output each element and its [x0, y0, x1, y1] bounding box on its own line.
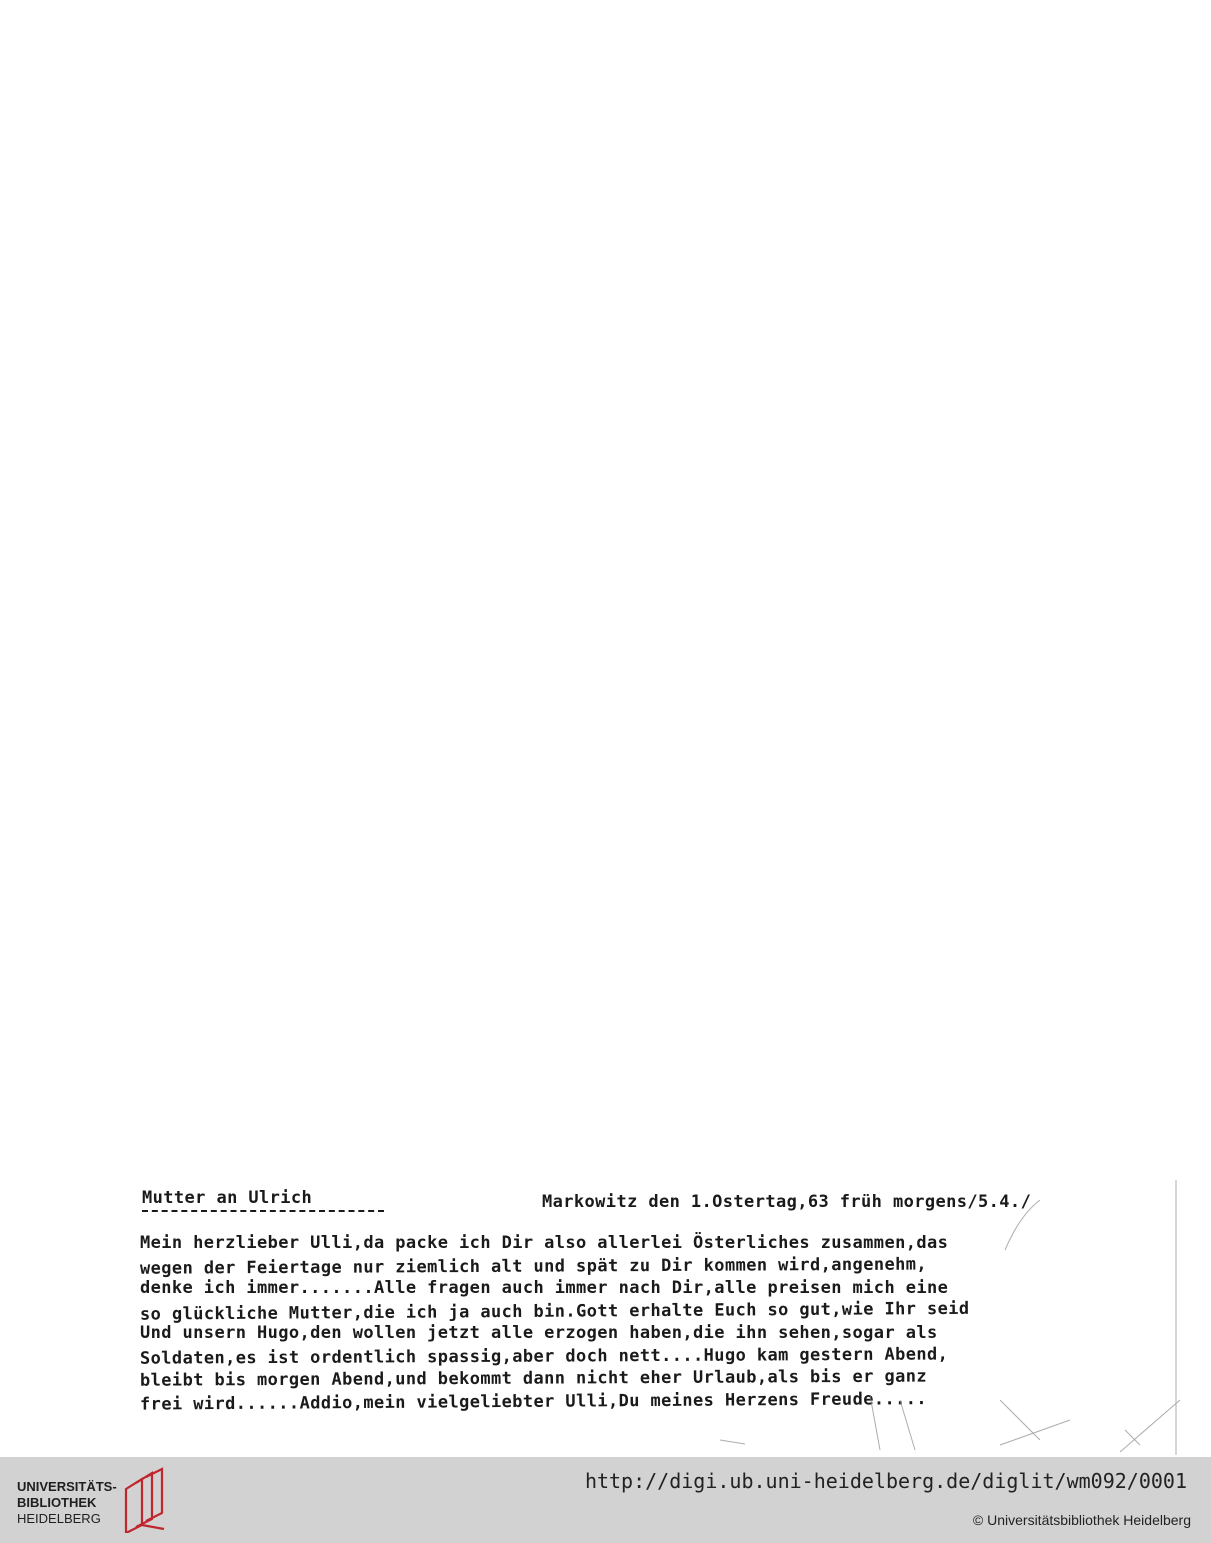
- letter-line: wegen der Feiertage nur ziemlich alt und spät zu Dir kommen wird,angenehm,: [139, 1254, 928, 1279]
- library-name-line3: HEIDELBERG: [17, 1511, 101, 1526]
- source-url[interactable]: http://digi.ub.uni-heidelberg.de/diglit/wm092/0001: [584, 1469, 1187, 1493]
- library-footer: [0, 1457, 1211, 1543]
- letter-line: bleibt bis morgen Abend,und bekommt dann nicht eher Urlaub,als bis er ganz: [139, 1366, 928, 1391]
- letter-line: Soldaten,es ist ordentlich spassig,aber doch nett....Hugo kam gestern Abend,: [139, 1343, 949, 1369]
- letter-title: Mutter an Ulrich: [142, 1188, 313, 1208]
- letter-place-date: Markowitz den 1.Ostertag,63 früh morgens/5.4./: [542, 1192, 1032, 1212]
- title-underline: [142, 1210, 384, 1212]
- letter-body: [139, 1232, 1170, 1415]
- letter-line: Mein herzlieber Ulli,da packe ich Dir also allerlei Österliches zusammen,das: [140, 1233, 949, 1253]
- library-name-line2: BIBLIOTHEK: [17, 1495, 97, 1510]
- library-books-logo-icon: [120, 1467, 170, 1533]
- letter-line: so glückliche Mutter,die ich ja auch bin.Gott erhalte Euch so gut,wie Ihr seid: [139, 1298, 970, 1325]
- letter-line: frei wird......Addio,mein vielgeliebter Ulli,Du meines Herzens Freude.....: [139, 1388, 928, 1415]
- typed-letter: [139, 1188, 1170, 1415]
- library-name: [17, 1479, 117, 1527]
- letter-header: [140, 1188, 1170, 1216]
- letter-line: Und unsern Hugo,den wollen jetzt alle erzogen haben,die ihn sehen,sogar als: [140, 1323, 938, 1343]
- copyright-notice: © Universitätsbibliothek Heidelberg: [972, 1512, 1191, 1528]
- library-name-line1: UNIVERSITÄTS-: [17, 1479, 117, 1494]
- letter-line: denke ich immer.......Alle fragen auch immer nach Dir,alle preisen mich eine: [140, 1278, 949, 1298]
